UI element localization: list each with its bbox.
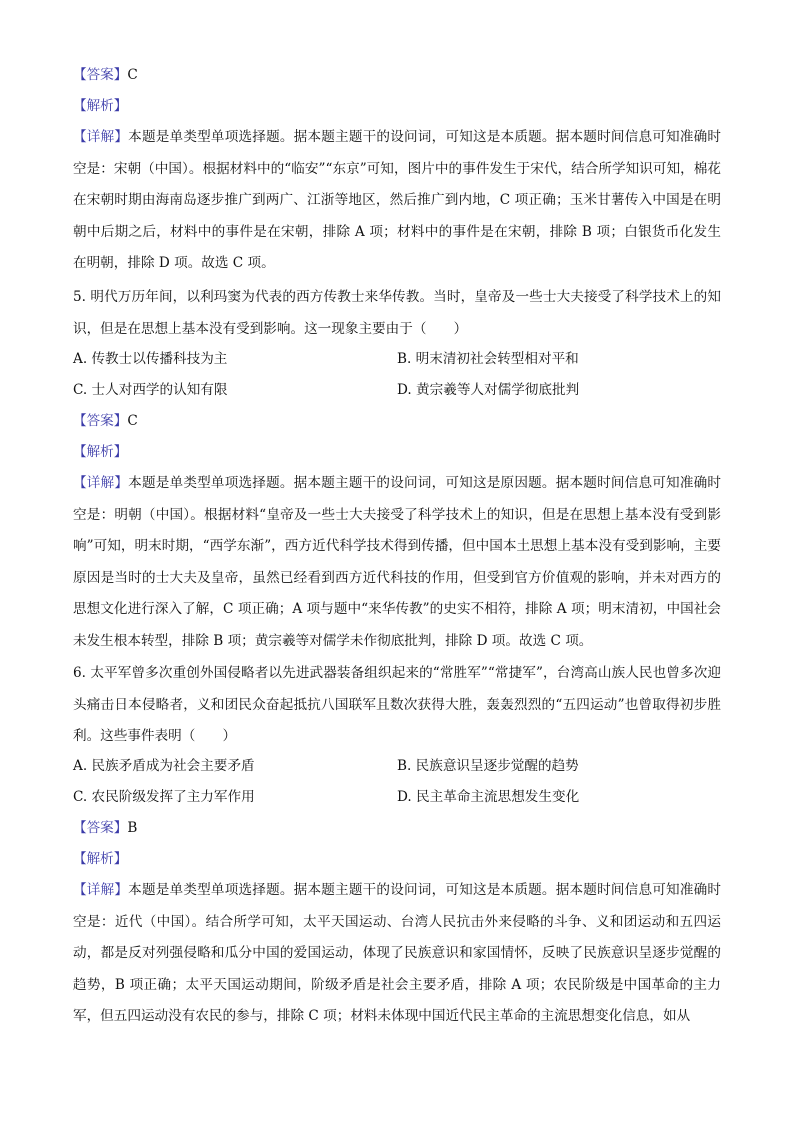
detail-text: 本题是单类型单项选择题。据本题主题干的设问词，可知这是本质题。据本题时间信息可知准确时空是：近代（中国）。结合所学可知，太平天国运动、台湾人民抗击外来侵略的斗争、义和团运动和五四运动，都是反对列强侵略和瓜分中国的爱国运动，体现了民族意识和家国情怀，反映了民族意识呈逐步觉醒的趋势，B 项正确；太平天国运动期间，阶级矛盾是社会主要矛盾，排除 A 项；农民阶级是中国革命的主力军，但五四运动没有农民的参与，排除 C 项；材料未体现中国近代民主革命的主流思想变化信息，如从 <box>73 882 722 1025</box>
q4-answer-line <box>73 65 138 85</box>
q5-detail <box>73 468 721 658</box>
detail-tag: 【详解】 <box>73 475 129 491</box>
answer-tag: 【答案】 <box>73 413 128 429</box>
q4-analysis-line <box>73 96 127 116</box>
q6-detail <box>73 875 721 1033</box>
answer-value: C <box>127 413 138 429</box>
q5-option-a: A. 传教士以传播科技为主 <box>73 351 228 367</box>
q6-option-c: C. 农民阶级发挥了主力军作用 <box>73 789 255 805</box>
q5-answer-line <box>73 411 138 431</box>
q5-option-b: B. 明末清初社会转型相对平和 <box>397 351 579 367</box>
q5-analysis-line <box>73 442 127 462</box>
answer-tag: 【答案】 <box>73 67 128 83</box>
answer-tag: 【答案】 <box>73 820 128 836</box>
q6-stem: 6. 太平军曾多次重创外国侵略者以先进武器装备组织起来的“常胜军”“常捷军”，台湾高山族人民也曾多次迎头痛击日本侵略者，义和团民众奋起抵抗八国联军且数次获得大胜，轰轰烈烈的“五四运动”也曾取得初步胜利。这些事件表明（ ） <box>73 665 721 745</box>
q5-stem: 5. 明代万历年间，以利玛窦为代表的西方传教士来华传教。当时，皇帝及一些士大夫接受了科学技术上的知识，但是在思想上基本没有受到影响。这一现象主要由于（ ） <box>73 289 721 337</box>
detail-text: 本题是单类型单项选择题。据本题主题干的设问词，可知这是原因题。据本题时间信息可知准确时空是：明朝（中国）。根据材料“皇帝及一些士大夫接受了科学技术上的知识，但是在思想上基本没有受到影响”可知，明末时期，“西学东渐”，西方近代科学技术得到传播，但中国本土思想上基本没有受到影响，主要原因是当时的士大夫及皇帝，虽然已经看到西方近代科技的作用，但受到官方价值观的影响，并未对西方的思想文化进行深入了解，C 项正确；A 项与题中“来华传教”的史实不相符，排除 A 项；明末清初，中国社会未发生根本转型，排除 B 项；黄宗羲等对儒学未作彻底批判，排除 D 项。故选 C 项。 <box>73 475 722 649</box>
q6-option-a: A. 民族矛盾成为社会主要矛盾 <box>73 758 255 774</box>
detail-tag: 【详解】 <box>73 882 129 898</box>
q4-detail <box>73 122 721 280</box>
q5-option-c: C. 士人对西学的认知有限 <box>73 382 228 398</box>
q6-analysis-line <box>73 849 127 869</box>
q5-option-d: D. 黄宗羲等人对儒学彻底批判 <box>397 382 580 398</box>
q6-option-d: D. 民主革命主流思想发生变化 <box>397 789 580 805</box>
answer-value: C <box>127 67 138 83</box>
q6-option-b: B. 民族意识呈逐步觉醒的趋势 <box>397 758 579 774</box>
analysis-tag: 【解析】 <box>73 851 128 867</box>
detail-text: 本题是单类型单项选择题。据本题主题干的设问词，可知这是本质题。据本题时间信息可知准确时空是：宋朝（中国）。根据材料中的“临安”“东京”可知，图片中的事件发生于宋代，结合所学知识可知，棉花在宋朝时期由海南岛逐步推广到两广、江浙等地区，然后推广到内地，C 项正确；玉米甘薯传入中国是在明朝中后期之后，材料中的事件是在宋朝，排除 A 项；材料中的事件是在宋朝，排除 B 项；白银货币化发生在明朝，排除 D 项。故选 C 项。 <box>73 129 722 272</box>
answer-value: B <box>127 820 138 836</box>
q6-answer-line <box>73 818 137 838</box>
detail-tag: 【详解】 <box>73 129 129 145</box>
analysis-tag: 【解析】 <box>73 98 128 114</box>
analysis-tag: 【解析】 <box>73 444 128 460</box>
